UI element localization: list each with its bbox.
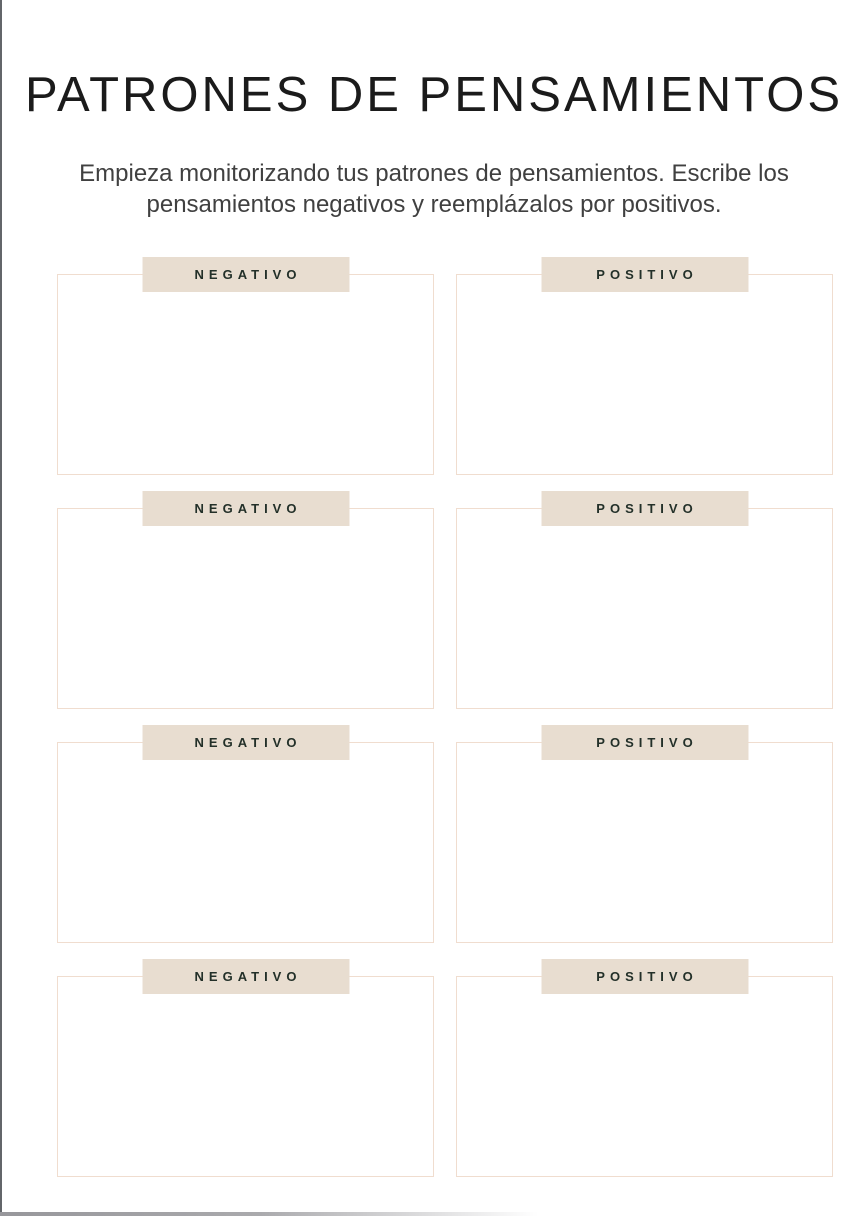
positive-label-tab: POSITIVO xyxy=(541,257,748,292)
positive-label-tab: POSITIVO xyxy=(541,491,748,526)
page-subtitle xyxy=(0,159,868,221)
negative-writing-box xyxy=(57,742,434,943)
positive-cell-3 xyxy=(456,725,833,943)
positive-label-tab: POSITIVO xyxy=(541,959,748,994)
positive-writing-box xyxy=(456,274,833,475)
page-bottom-edge xyxy=(0,1212,868,1216)
positive-cell-1 xyxy=(456,257,833,475)
negative-cell-2 xyxy=(57,491,434,709)
negative-label-tab: NEGATIVO xyxy=(142,725,349,760)
worksheet-grid xyxy=(0,257,868,1177)
subtitle-line-2: pensamientos negativos y reemplázalos por positivos. xyxy=(146,190,722,218)
pattern-row-1 xyxy=(57,257,833,475)
negative-cell-1 xyxy=(57,257,434,475)
negative-writing-box xyxy=(57,508,434,709)
pattern-row-3 xyxy=(57,725,833,943)
negative-label-tab: NEGATIVO xyxy=(142,257,349,292)
positive-cell-2 xyxy=(456,491,833,709)
negative-cell-4 xyxy=(57,959,434,1177)
negative-cell-3 xyxy=(57,725,434,943)
pattern-row-2 xyxy=(57,491,833,709)
pattern-row-4 xyxy=(57,959,833,1177)
positive-writing-box xyxy=(456,976,833,1177)
negative-writing-box xyxy=(57,274,434,475)
negative-label-tab: NEGATIVO xyxy=(142,959,349,994)
page-title: PATRONES DE PENSAMIENTOS xyxy=(24,68,844,122)
positive-writing-box xyxy=(456,742,833,943)
negative-label-tab: NEGATIVO xyxy=(142,491,349,526)
positive-writing-box xyxy=(456,508,833,709)
page-edge-line xyxy=(0,0,2,1216)
subtitle-line-1: Empieza monitorizando tus patrones de pensamientos. Escribe los xyxy=(79,159,789,187)
negative-writing-box xyxy=(57,976,434,1177)
positive-label-tab: POSITIVO xyxy=(541,725,748,760)
positive-cell-4 xyxy=(456,959,833,1177)
